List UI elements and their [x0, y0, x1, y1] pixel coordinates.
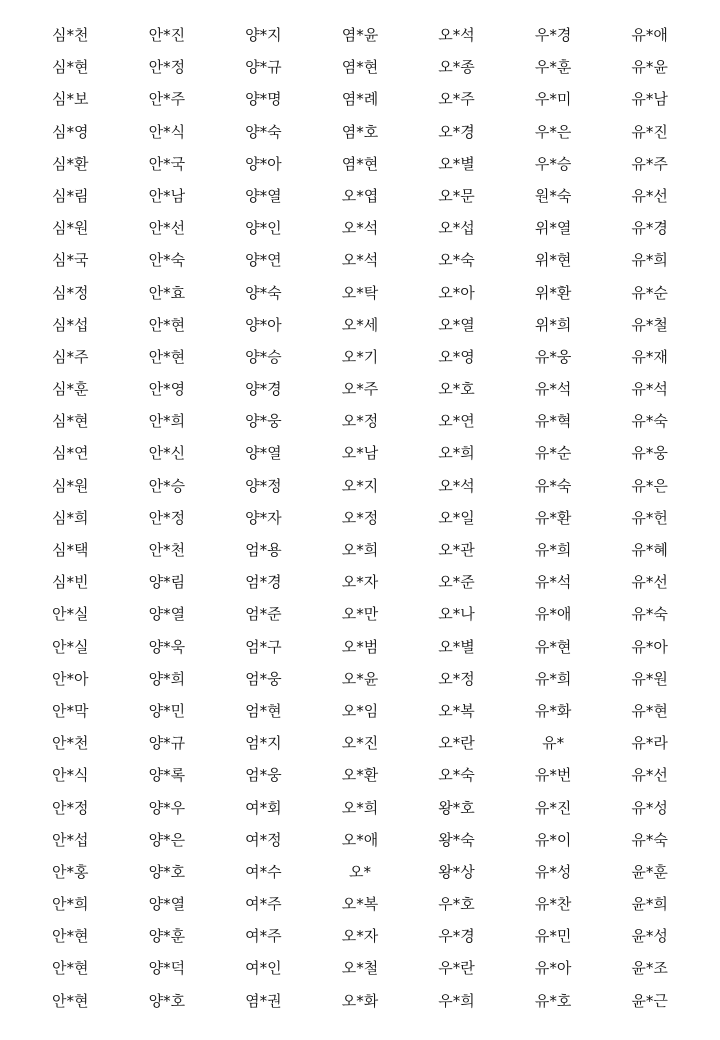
- name-entry: 안*홍: [52, 862, 89, 881]
- name-entry: 윤*성: [631, 927, 668, 946]
- name-entry: 양*열: [245, 186, 282, 205]
- name-entry: 양*규: [245, 58, 282, 77]
- name-entry: 안*천: [52, 734, 89, 753]
- name-entry: 유*진: [631, 122, 668, 141]
- name-entry: 오*엽: [341, 186, 379, 205]
- name-entry: 안*희: [148, 412, 186, 431]
- name-entry: 안*천: [148, 541, 186, 559]
- name-entry: 오*문: [438, 186, 475, 205]
- name-entry: 유*성: [631, 798, 668, 817]
- name-entry: 양*자: [245, 508, 282, 527]
- name-entry: 위*현: [534, 251, 572, 270]
- name-entry: 안*진: [148, 26, 186, 44]
- name-entry: 엄*경: [245, 573, 282, 592]
- name-entry: 안*정: [52, 798, 89, 817]
- name-entry: 양*웅: [245, 412, 282, 431]
- name-entry: 엄*준: [245, 605, 282, 624]
- name-entry: 유*선: [631, 573, 668, 592]
- name-entry: 안*현: [52, 927, 89, 946]
- name-entry: 양*규: [148, 734, 186, 753]
- name-entry: 심*국: [52, 251, 89, 270]
- name-entry: 유*웅: [534, 347, 572, 366]
- name-entry: 안*현: [148, 347, 186, 366]
- name-entry: 엄*웅: [245, 766, 282, 785]
- name-entry: 유*호: [534, 991, 572, 1010]
- name-entry: 오*영: [438, 347, 475, 366]
- name-entry: 심*희: [52, 508, 89, 527]
- name-entry: 오*남: [341, 444, 379, 463]
- name-list-grid: [22, 19, 698, 1017]
- name-entry: 오*윤: [341, 669, 379, 688]
- name-entry: 안*막: [52, 701, 89, 720]
- name-entry: 염*례: [341, 90, 379, 109]
- name-entry: 엄*용: [245, 541, 282, 559]
- name-entry: 여*주: [245, 895, 282, 914]
- name-entry: 오*주: [341, 380, 379, 399]
- name-entry: 유*성: [534, 862, 572, 881]
- name-entry: 오*: [348, 862, 371, 881]
- name-entry: 안*국: [148, 154, 186, 173]
- name-entry: 유*라: [631, 734, 668, 753]
- name-entry: 유*석: [631, 380, 668, 399]
- name-entry: 안*정: [148, 508, 186, 527]
- name-entry: 여*인: [245, 959, 282, 978]
- name-entry: 오*범: [341, 637, 379, 656]
- name-entry: 심*섭: [52, 315, 89, 334]
- name-entry: 우*희: [438, 991, 475, 1010]
- name-entry: 유*윤: [631, 58, 668, 77]
- name-entry: 심*훈: [52, 380, 89, 399]
- name-entry: 엄*현: [245, 701, 282, 720]
- name-entry: 오*란: [438, 734, 475, 753]
- name-entry: 오*복: [341, 895, 379, 914]
- name-entry: 심*빈: [52, 573, 89, 592]
- name-entry: 양*인: [245, 219, 282, 238]
- name-entry: 양*열: [245, 444, 282, 463]
- name-entry: 유*아: [534, 959, 572, 978]
- name-entry: 오*지: [341, 476, 379, 495]
- name-entry: 안*실: [52, 637, 89, 656]
- name-entry: 유*석: [534, 573, 572, 592]
- name-entry: 오*세: [341, 315, 379, 334]
- name-entry: 유*애: [534, 605, 572, 624]
- name-entry: 오*아: [438, 283, 475, 302]
- name-entry: 왕*상: [438, 862, 475, 881]
- name-entry: 양*은: [148, 830, 186, 849]
- name-entry: 유*선: [631, 766, 668, 785]
- name-entry: 양*훈: [148, 927, 186, 946]
- name-entry: 유*진: [534, 798, 572, 817]
- name-entry: 오*자: [341, 573, 379, 592]
- name-entry: 안*현: [52, 959, 89, 978]
- name-entry: 오*나: [438, 605, 475, 624]
- name-entry: 양*덕: [148, 959, 186, 978]
- name-entry: 오*화: [341, 991, 379, 1010]
- name-entry: 유*주: [631, 154, 668, 173]
- name-entry: 유*원: [631, 669, 668, 688]
- name-entry: 염*권: [245, 991, 282, 1010]
- name-entry: 우*경: [534, 26, 572, 44]
- name-entry: 심*영: [52, 122, 89, 141]
- name-entry: 안*숙: [148, 251, 186, 270]
- name-entry: 우*호: [438, 895, 475, 914]
- name-entry: 여*회: [245, 798, 282, 817]
- name-entry: 염*호: [341, 122, 379, 141]
- name-entry: 우*훈: [534, 58, 572, 77]
- name-entry: 유*민: [534, 927, 572, 946]
- name-entry: 위*희: [534, 315, 572, 334]
- name-entry: 심*연: [52, 444, 89, 463]
- name-entry: 염*현: [341, 58, 379, 77]
- name-entry: 심*원: [52, 219, 89, 238]
- name-entry: 유*숙: [534, 476, 572, 495]
- name-entry: 우*미: [534, 90, 572, 109]
- name-entry: 오*희: [438, 444, 475, 463]
- name-entry: 심*환: [52, 154, 89, 173]
- name-entry: 심*현: [52, 58, 89, 77]
- name-entry: 오*자: [341, 927, 379, 946]
- name-entry: 오*희: [341, 798, 379, 817]
- name-entry: 오*탁: [341, 283, 379, 302]
- name-entry: 엄*웅: [245, 669, 282, 688]
- name-entry: 양*경: [245, 380, 282, 399]
- name-entry: 유*희: [534, 669, 572, 688]
- name-entry: 오*주: [438, 90, 475, 109]
- name-entry: 안*영: [148, 380, 186, 399]
- name-entry: 안*정: [148, 58, 186, 77]
- name-entry: 오*연: [438, 412, 475, 431]
- name-entry: 유*희: [631, 251, 668, 270]
- name-entry: 안*효: [148, 283, 186, 302]
- name-entry: 우*은: [534, 122, 572, 141]
- name-entry: 안*실: [52, 605, 89, 624]
- name-entry: 유*은: [631, 476, 668, 495]
- name-entry: 양*아: [245, 154, 282, 173]
- name-entry: 양*연: [245, 251, 282, 270]
- name-entry: 유*현: [631, 701, 668, 720]
- name-entry: 여*수: [245, 862, 282, 881]
- name-entry: 안*선: [148, 219, 186, 238]
- name-entry: 안*주: [148, 90, 186, 109]
- name-entry: 양*록: [148, 766, 186, 785]
- name-entry: 유*희: [534, 541, 572, 559]
- name-entry: 오*별: [438, 637, 475, 656]
- name-entry: 양*숙: [245, 283, 282, 302]
- name-entry: 우*경: [438, 927, 475, 946]
- name-entry: 우*란: [438, 959, 475, 978]
- name-entry: 안*현: [52, 991, 89, 1010]
- name-entry: 유*석: [534, 380, 572, 399]
- name-entry: 심*주: [52, 347, 89, 366]
- name-entry: 유*숙: [631, 830, 668, 849]
- name-entry: 양*민: [148, 701, 186, 720]
- name-entry: 윤*조: [631, 959, 668, 978]
- name-entry: 엄*구: [245, 637, 282, 656]
- name-entry: 양*정: [245, 476, 282, 495]
- name-entry: 양*숙: [245, 122, 282, 141]
- name-entry: 심*림: [52, 186, 89, 205]
- name-entry: 유*번: [534, 766, 572, 785]
- name-entry: 여*주: [245, 927, 282, 946]
- name-entry: 오*정: [341, 412, 379, 431]
- name-entry: 오*석: [438, 476, 475, 495]
- name-entry: 안*식: [148, 122, 186, 141]
- name-entry: 유*웅: [631, 444, 668, 463]
- name-entry: 오*별: [438, 154, 475, 173]
- name-entry: 심*현: [52, 412, 89, 431]
- name-entry: 유*숙: [631, 605, 668, 624]
- name-entry: 양*호: [148, 991, 186, 1010]
- name-entry: 여*정: [245, 830, 282, 849]
- name-entry: 심*정: [52, 283, 89, 302]
- name-entry: 위*환: [534, 283, 572, 302]
- name-entry: 심*원: [52, 476, 89, 495]
- name-entry: 오*관: [438, 541, 475, 559]
- name-entry: 오*숙: [438, 766, 475, 785]
- name-entry: 유*이: [534, 830, 572, 849]
- name-entry: 유*헌: [631, 508, 668, 527]
- name-entry: 양*지: [245, 26, 282, 44]
- name-entry: 오*호: [438, 380, 475, 399]
- name-entry: 안*현: [148, 315, 186, 334]
- name-entry: 오*석: [341, 219, 379, 238]
- name-entry: 오*기: [341, 347, 379, 366]
- name-entry: 안*아: [52, 669, 89, 688]
- name-entry: 오*진: [341, 734, 379, 753]
- name-entry: 오*애: [341, 830, 379, 849]
- name-entry: 양*호: [148, 862, 186, 881]
- name-entry: 안*희: [52, 895, 89, 914]
- name-entry: 오*환: [341, 766, 379, 785]
- name-entry: 유*혜: [631, 541, 668, 559]
- name-entry: 유*: [542, 734, 565, 753]
- name-entry: 오*복: [438, 701, 475, 720]
- name-entry: 왕*호: [438, 798, 475, 817]
- name-entry: 오*종: [438, 58, 475, 77]
- name-entry: 유*혁: [534, 412, 572, 431]
- name-entry: 염*윤: [341, 26, 379, 44]
- name-entry: 유*남: [631, 90, 668, 109]
- name-entry: 양*승: [245, 347, 282, 366]
- name-entry: 양*우: [148, 798, 186, 817]
- name-entry: 유*아: [631, 637, 668, 656]
- name-entry: 오*일: [438, 508, 475, 527]
- name-entry: 원*숙: [534, 186, 572, 205]
- name-entry: 오*열: [438, 315, 475, 334]
- name-entry: 유*환: [534, 508, 572, 527]
- name-entry: 오*경: [438, 122, 475, 141]
- name-entry: 오*임: [341, 701, 379, 720]
- name-entry: 안*남: [148, 186, 186, 205]
- name-entry: 안*승: [148, 476, 186, 495]
- name-entry: 양*욱: [148, 637, 186, 656]
- name-entry: 오*철: [341, 959, 379, 978]
- name-entry: 양*명: [245, 90, 282, 109]
- name-entry: 윤*훈: [631, 862, 668, 881]
- name-entry: 유*선: [631, 186, 668, 205]
- name-entry: 왕*숙: [438, 830, 475, 849]
- name-entry: 안*식: [52, 766, 89, 785]
- name-entry: 안*섭: [52, 830, 89, 849]
- name-entry: 위*열: [534, 219, 572, 238]
- name-entry: 양*열: [148, 895, 186, 914]
- name-entry: 양*열: [148, 605, 186, 624]
- name-entry: 양*림: [148, 573, 186, 592]
- name-entry: 오*준: [438, 573, 475, 592]
- name-entry: 유*화: [534, 701, 572, 720]
- name-entry: 심*보: [52, 90, 89, 109]
- name-entry: 오*정: [341, 508, 379, 527]
- name-entry: 우*승: [534, 154, 572, 173]
- name-entry: 엄*지: [245, 734, 282, 753]
- name-entry: 양*희: [148, 669, 186, 688]
- name-entry: 심*천: [52, 26, 89, 44]
- name-entry: 오*만: [341, 605, 379, 624]
- name-entry: 유*숙: [631, 412, 668, 431]
- name-entry: 윤*희: [631, 895, 668, 914]
- name-entry: 오*석: [438, 26, 475, 44]
- name-entry: 양*아: [245, 315, 282, 334]
- name-entry: 윤*근: [631, 991, 668, 1010]
- name-entry: 유*순: [534, 444, 572, 463]
- name-entry: 심*택: [52, 541, 89, 559]
- name-entry: 유*찬: [534, 895, 572, 914]
- name-entry: 유*현: [534, 637, 572, 656]
- name-entry: 유*철: [631, 315, 668, 334]
- name-entry: 오*숙: [438, 251, 475, 270]
- name-entry: 유*애: [631, 26, 668, 44]
- name-entry: 유*경: [631, 219, 668, 238]
- name-entry: 오*정: [438, 669, 475, 688]
- name-entry: 오*희: [341, 541, 379, 559]
- name-entry: 오*섭: [438, 219, 475, 238]
- name-entry: 유*순: [631, 283, 668, 302]
- name-entry: 오*석: [341, 251, 379, 270]
- name-entry: 유*재: [631, 347, 668, 366]
- name-entry: 염*현: [341, 154, 379, 173]
- name-entry: 안*신: [148, 444, 186, 463]
